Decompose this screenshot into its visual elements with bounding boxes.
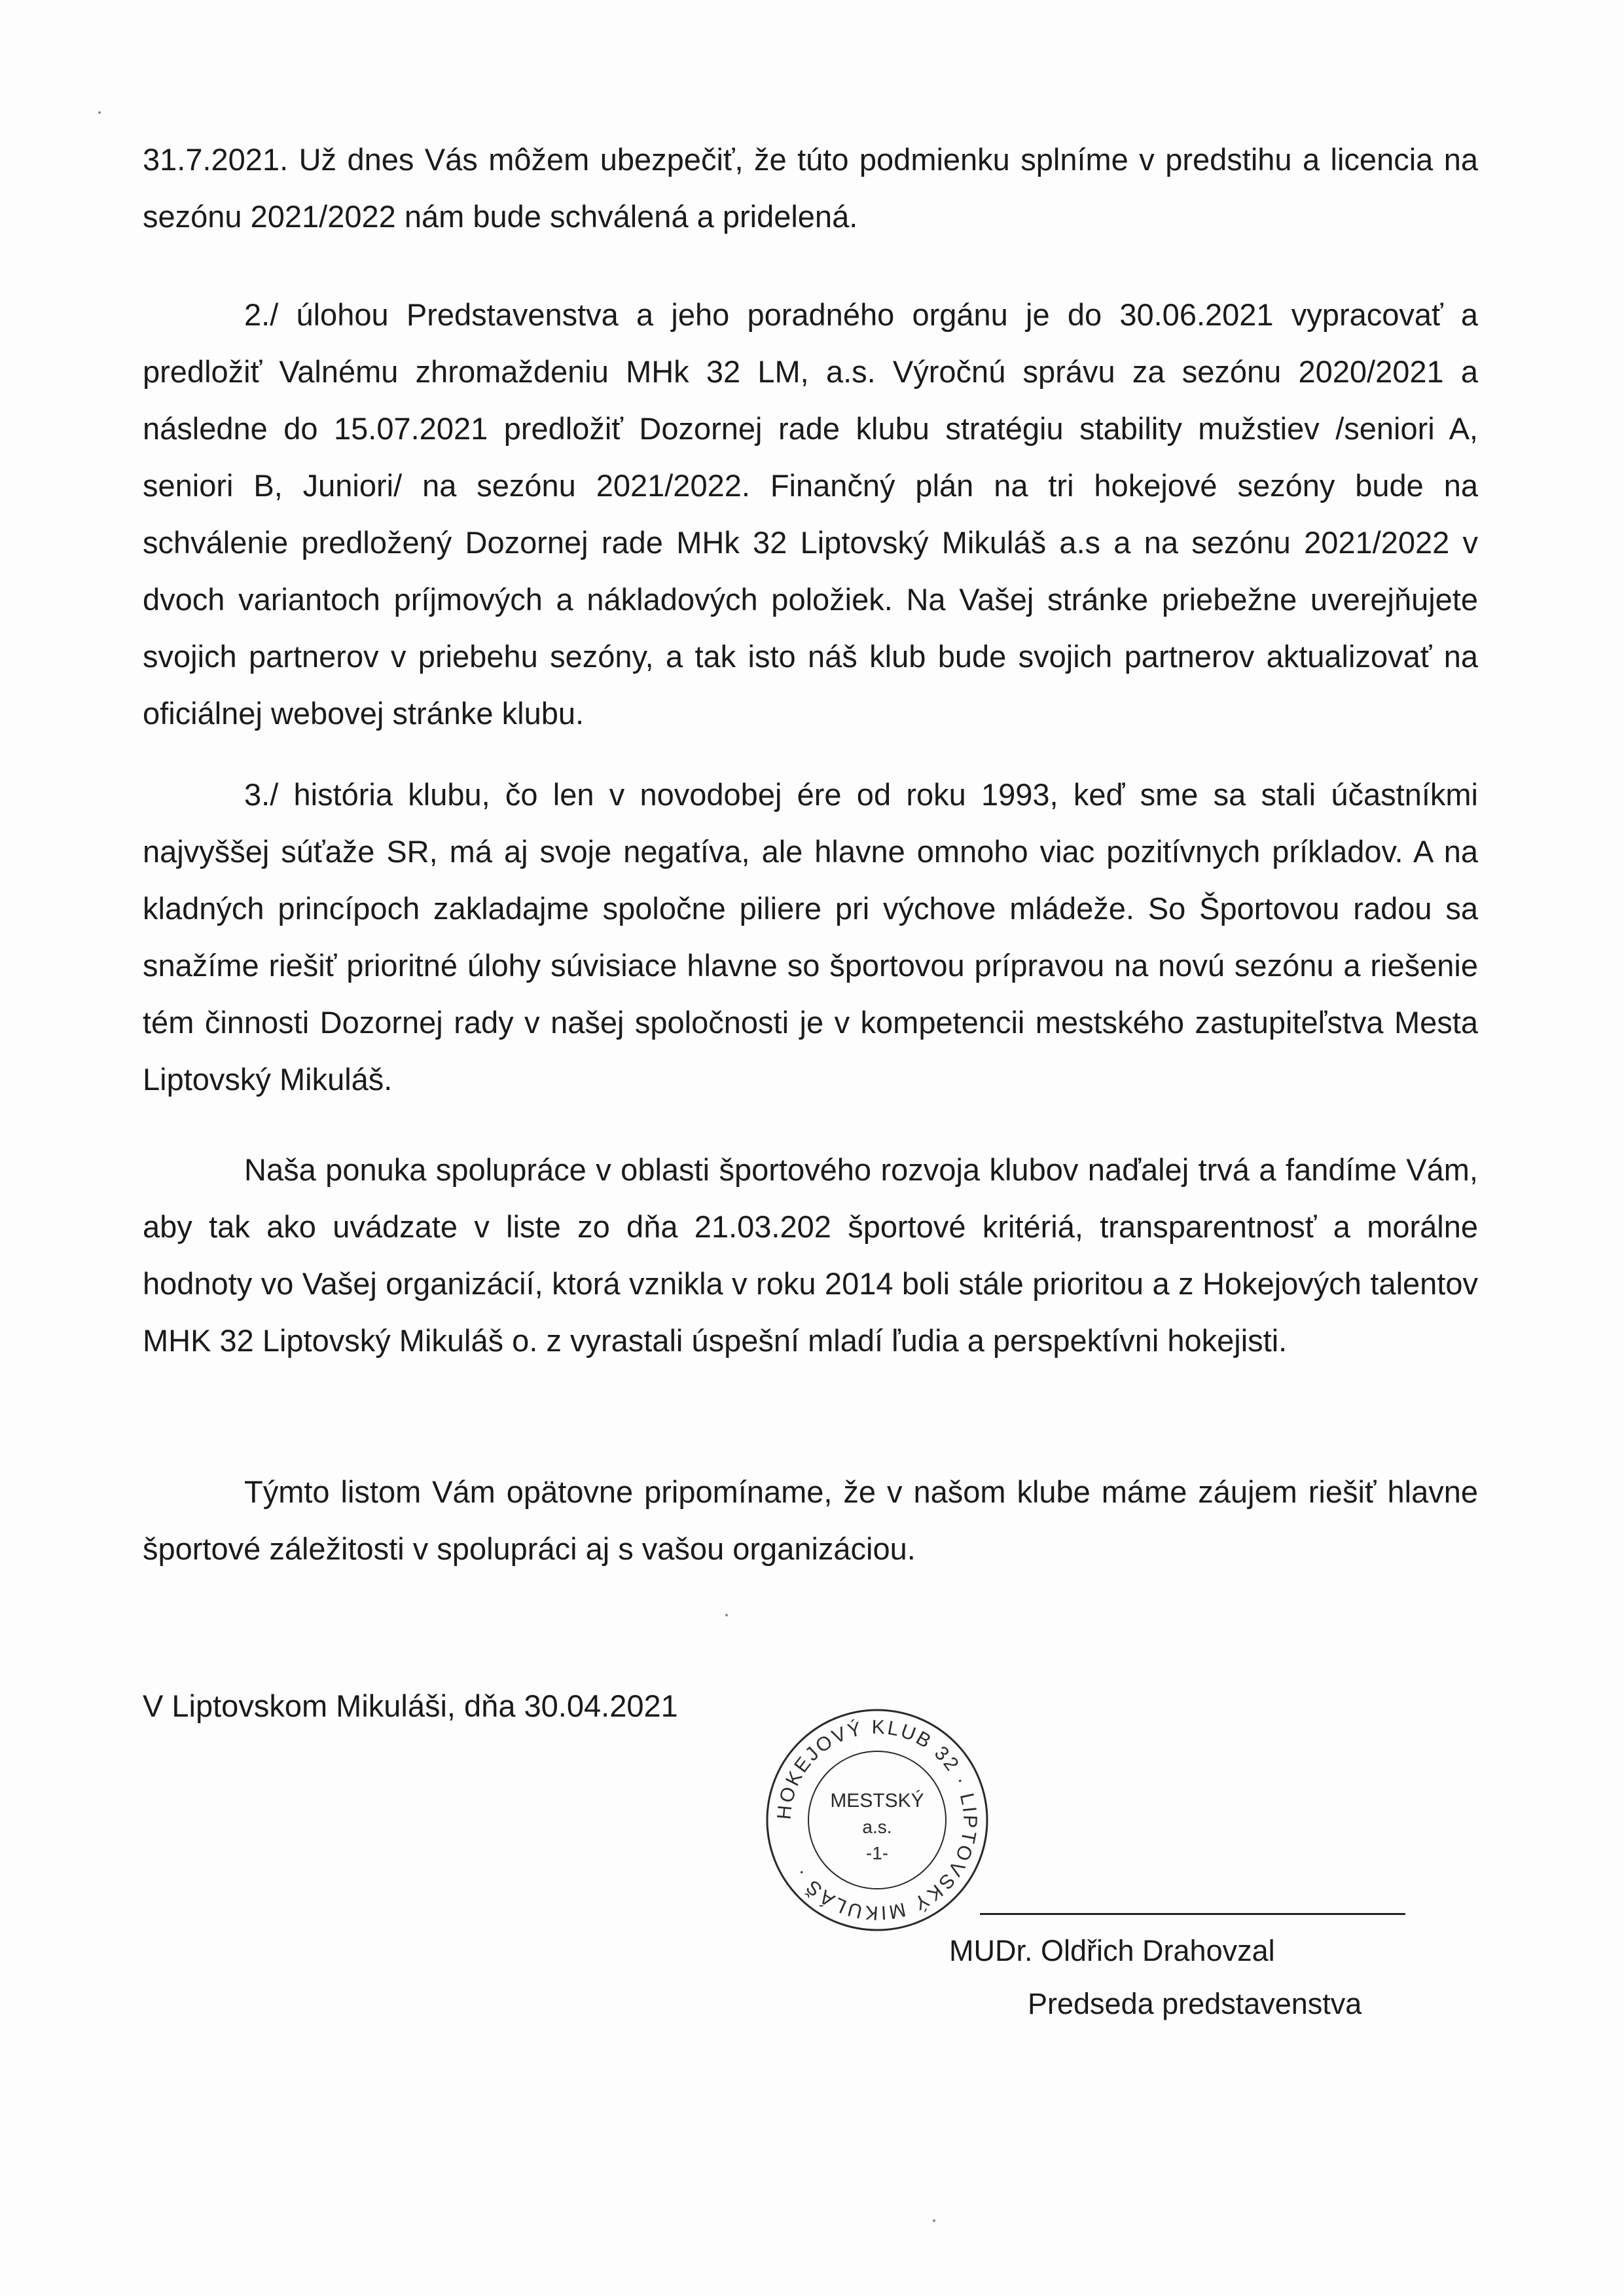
stamp-center-line-1: MESTSKÝ bbox=[830, 1790, 924, 1812]
club-stamp bbox=[759, 1702, 995, 1938]
scan-speck bbox=[98, 111, 101, 114]
intro-paragraph: 31.7.2021. Už dnes Vás môžem ubezpečiť, že túto podmienku splníme v predstihu a licencia na sezónu 2021/2022 nám bude schválená a pridelená. bbox=[143, 142, 1478, 234]
point-2-paragraph: 2./ úlohou Predstavenstva a jeho poradného orgánu je do 30.06.2021 vypracovať a predložiť Valnému zhromaždeniu MHk 32 LM, a.s. Výročnú správu za sezónu 2020/2021 a následne do 15.07.2021 predložiť Dozornej rade klubu stratégiu stability mužstiev /seniori A, seniori B, Juniori/ na sezónu 2021/2022. Finančný plán na tri hokejové sezóny bude na schválenie predložený Dozornej rade MHk 32 Liptovský Mikuláš a.s a na sezónu 2021/2022 v dvoch variantoch príjmových a nákladových položiek. Na Vašej stránke priebežne uverejňujete svojich partnerov v priebehu sezóny, a tak isto náš klub bude svojich partnerov aktualizovať na oficiálnej webovej stránke klubu. bbox=[143, 297, 1478, 731]
scan-speck bbox=[725, 1614, 728, 1616]
stamp-ring-text: HOKEJOVÝ KLUB 32 · LIPTOVSKÝ MIKULÁŠ · bbox=[773, 1716, 981, 1924]
cooperation-offer-paragraph: Naša ponuka spolupráce v oblasti športového rozvoja klubov naďalej trvá a fandíme Vám, aby tak ako uvádzate v liste zo dňa 21.03.202 športové kritériá, transparentnosť a morálne hodnoty vo Vašej organizácií, ktorá vznikla v roku 2014 boli stále prioritou a z Hokejových talentov MHK 32 Liptovský Mikuláš o. z vyrastali úspešní mladí ľudia a perspektívni hokejisti. bbox=[143, 1152, 1478, 1358]
signer-title: Predseda predstavenstva bbox=[1028, 1987, 1362, 2020]
signer-name: MUDr. Oldřich Drahovzal bbox=[949, 1934, 1275, 1967]
stamp-center-line-3: -1- bbox=[865, 1843, 889, 1863]
place-and-date: V Liptovskom Mikuláši, dňa 30.04.2021 bbox=[143, 1688, 678, 1723]
point-3-paragraph: 3./ história klubu, čo len v novodobej ére od roku 1993, keď sme sa stali účastníkmi najvyššej súťaže SR, má aj svoje negatíva, ale hlavne omnoho viac pozitívnych príkladov. A na kladných princípoch zakladajme spoločne piliere pri výchove mládeže. So Športovou radou sa snažíme riešiť prioritné úlohy súvisiace hlavne so športovou prípravou na novú sezónu a riešenie tém činnosti Dozornej rady v našej spoločnosti je v kompetencii mestského zastupiteľstva Mesta Liptovský Mikuláš. bbox=[143, 777, 1478, 1097]
closing-paragraph: Týmto listom Vám opätovne pripomíname, že v našom klube máme záujem riešiť hlavne športové záležitosti v spolupráci aj s vašou organizáciou. bbox=[143, 1474, 1478, 1566]
scan-speck bbox=[933, 2219, 935, 2222]
stamp-center-line-2: a.s. bbox=[862, 1817, 892, 1837]
signature-line bbox=[980, 1913, 1405, 1915]
